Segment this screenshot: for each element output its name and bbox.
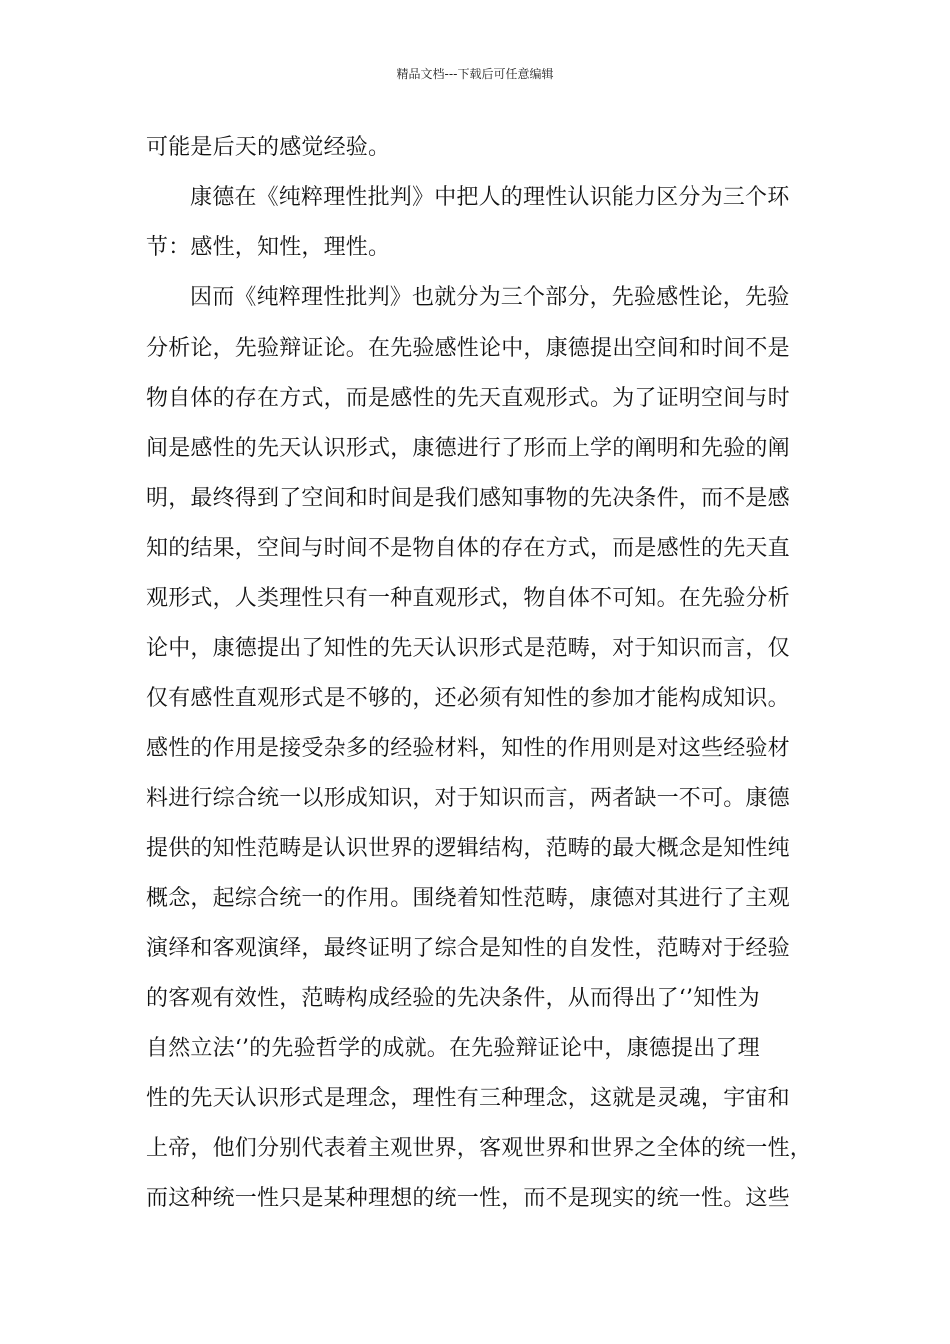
paragraph-first-line: 康德在《纯粹理性批判》中把人的理性认识能力区分为三个环 [190, 185, 790, 210]
text-line: 知的结果，空间与时间不是物自体的存在方式，而是感性的先天直 [146, 536, 790, 561]
text-line: 物自体的存在方式，而是感性的先天直观形式。为了证明空间与时 [146, 386, 790, 411]
text-line: 分析论，先验辩证论。在先验感性论中，康德提出空间和时间不是 [146, 336, 790, 361]
text-line: 间是感性的先天认识形式，康德进行了形而上学的阐明和先验的阐 [146, 436, 790, 461]
text-line: 感性的作用是接受杂多的经验材料，知性的作用则是对这些经验材 [146, 736, 790, 761]
text-line: 节：感性，知性，理性。 [146, 235, 391, 260]
text-line: 性的先天认识形式是理念，理性有三种理念，这就是灵魂，宇宙和 [146, 1086, 790, 1111]
text-line: 可能是后天的感觉经验。 [146, 135, 391, 160]
text-line: 概念，起综合统一的作用。围绕着知性范畴，康德对其进行了主观 [146, 886, 790, 911]
text-line: 明，最终得到了空间和时间是我们感知事物的先决条件，而不是感 [146, 486, 790, 511]
text-line: 论中，康德提出了知性的先天认识形式是范畴，对于知识而言，仅 [146, 636, 790, 661]
text-line: 上帝，他们分别代表着主观世界，客观世界和世界之全体的统一性， [146, 1136, 813, 1161]
text-line: 仅有感性直观形式是不够的，还必须有知性的参加才能构成知识。 [146, 686, 790, 711]
text-line: 料进行综合统一以形成知识，对于知识而言，两者缺一不可。康德 [146, 786, 790, 811]
text-line: 而这种统一性只是某种理想的统一性，而不是现实的统一性。这些 [146, 1186, 790, 1211]
page-header: 精品文档---下载后可任意编辑 [396, 67, 554, 81]
text-line: 自然立法‘’的先验哲学的成就。在先验辩证论中，康德提出了理 [146, 1036, 760, 1061]
text-line: 观形式，人类理性只有一种直观形式，物自体不可知。在先验分析 [146, 586, 790, 611]
paragraph-first-line: 因而《纯粹理性批判》也就分为三个部分，先验感性论，先验 [190, 285, 790, 310]
text-line: 提供的知性范畴是认识世界的逻辑结构，范畴的最大概念是知性纯 [146, 836, 790, 861]
text-line: 演绎和客观演绎，最终证明了综合是知性的自发性，范畴对于经验 [146, 936, 790, 961]
text-line: 的客观有效性，范畴构成经验的先决条件，从而得出了‘’知性为 [146, 986, 760, 1011]
